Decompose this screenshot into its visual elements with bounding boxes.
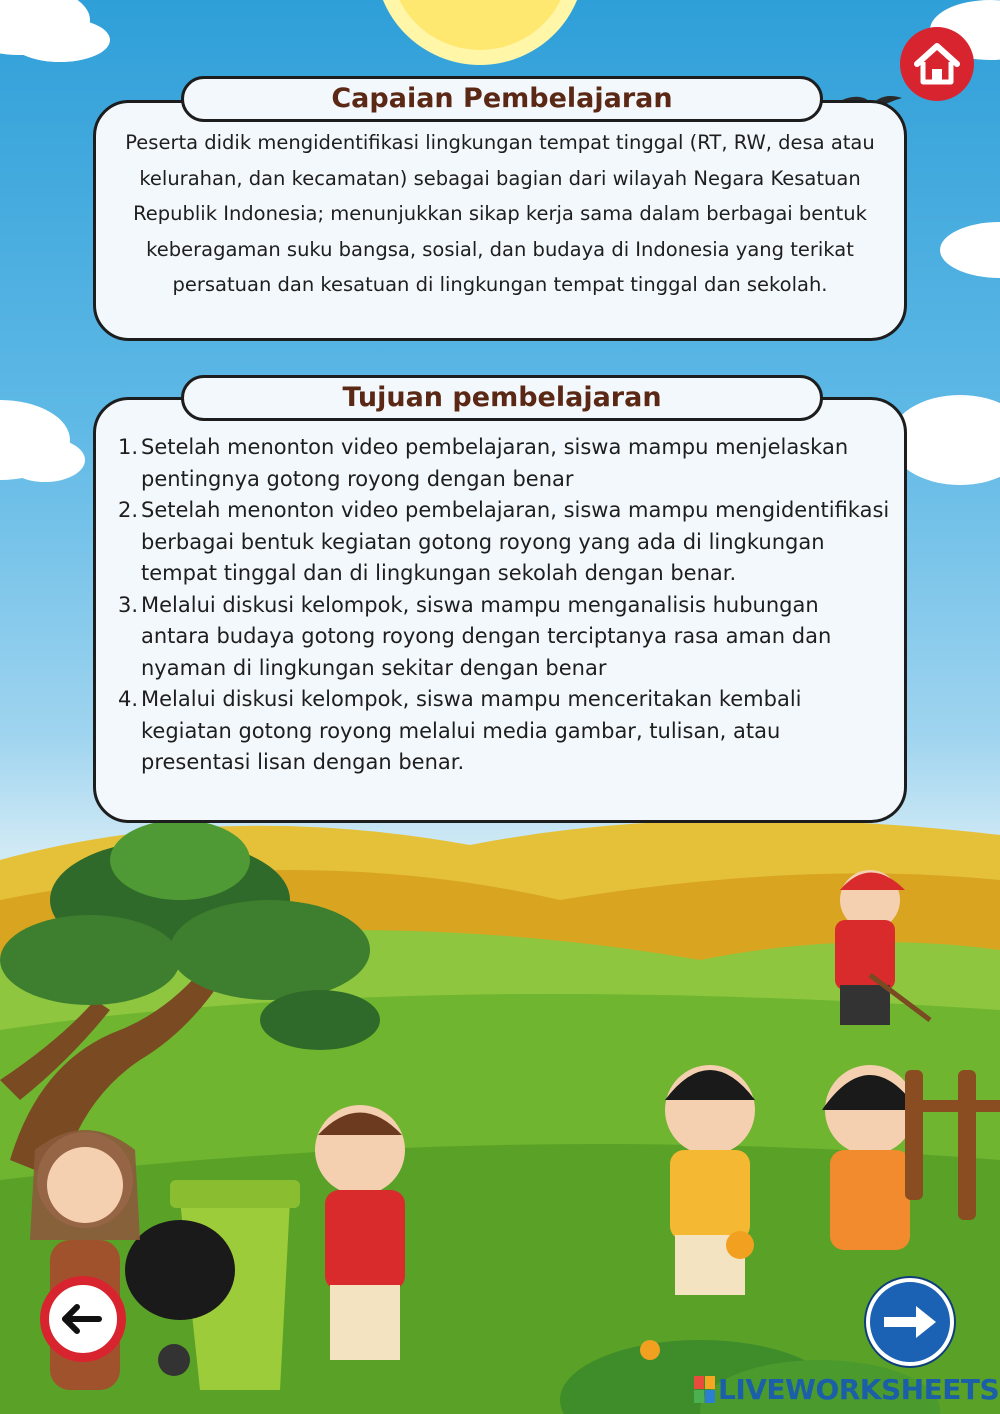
list-item-text: Setelah menonton video pembelajaran, siswa mampu menjelaskan pentingnya gotong royong dengan benar xyxy=(141,435,849,491)
capaian-text: Peserta didik mengidentifikasi lingkungan tempat tinggal (RT, RW, desa atau kelurahan, dan kecamatan) sebagai bagian dari wilayah Negara Kesatuan Republik Indonesia; menunjukkan sikap kerja sama dalam berbagai bentuk keberagaman suku bangsa, sosial, dan budaya di Indonesia yang terikat persatuan dan kesatuan di lingkungan tempat tinggal dan sekolah. xyxy=(125,131,875,296)
arrow-left-icon xyxy=(49,1285,117,1353)
list-item-number: 2. xyxy=(118,498,139,522)
list-item-text: Setelah menonton video pembelajaran, siswa mampu mengidentifikasi berbagai bentuk kegiatan gotong royong yang ada di lingkungan tempat tinggal dan di lingkungan sekolah dengan benar. xyxy=(141,498,890,585)
back-button[interactable] xyxy=(40,1276,126,1362)
tujuan-card xyxy=(93,397,907,823)
list-item-number: 1. xyxy=(118,435,139,459)
tujuan-title: Tujuan pembelajaran xyxy=(181,375,823,421)
list-item-number: 3. xyxy=(118,592,139,617)
tujuan-list xyxy=(96,432,890,779)
list-item xyxy=(96,684,890,779)
home-icon xyxy=(900,27,974,101)
list-item-number: 4. xyxy=(118,687,139,711)
capaian-card xyxy=(93,100,907,341)
list-item-text: Melalui diskusi kelompok, siswa mampu menceritakan kembali kegiatan gotong royong melalui media gambar, tulisan, atau presentasi lisan dengan benar. xyxy=(141,687,802,774)
list-item xyxy=(96,590,890,685)
home-button[interactable] xyxy=(900,27,974,101)
list-item-text: Melalui diskusi kelompok, siswa mampu menganalisis hubungan antara budaya gotong royong dengan terciptanya rasa aman dan nyaman di lingkungan sekitar dengan benar xyxy=(141,592,832,680)
liveworksheets-logo xyxy=(694,1372,1000,1408)
capaian-title: Capaian Pembelajaran xyxy=(181,76,823,122)
next-button[interactable] xyxy=(866,1278,954,1366)
brand-text: LIVEWORKSHEETS xyxy=(718,1373,1000,1406)
list-item xyxy=(96,432,890,495)
arrow-right-icon xyxy=(870,1282,950,1362)
list-item xyxy=(96,495,890,590)
liveworksheets-logo-icon xyxy=(694,1376,716,1404)
